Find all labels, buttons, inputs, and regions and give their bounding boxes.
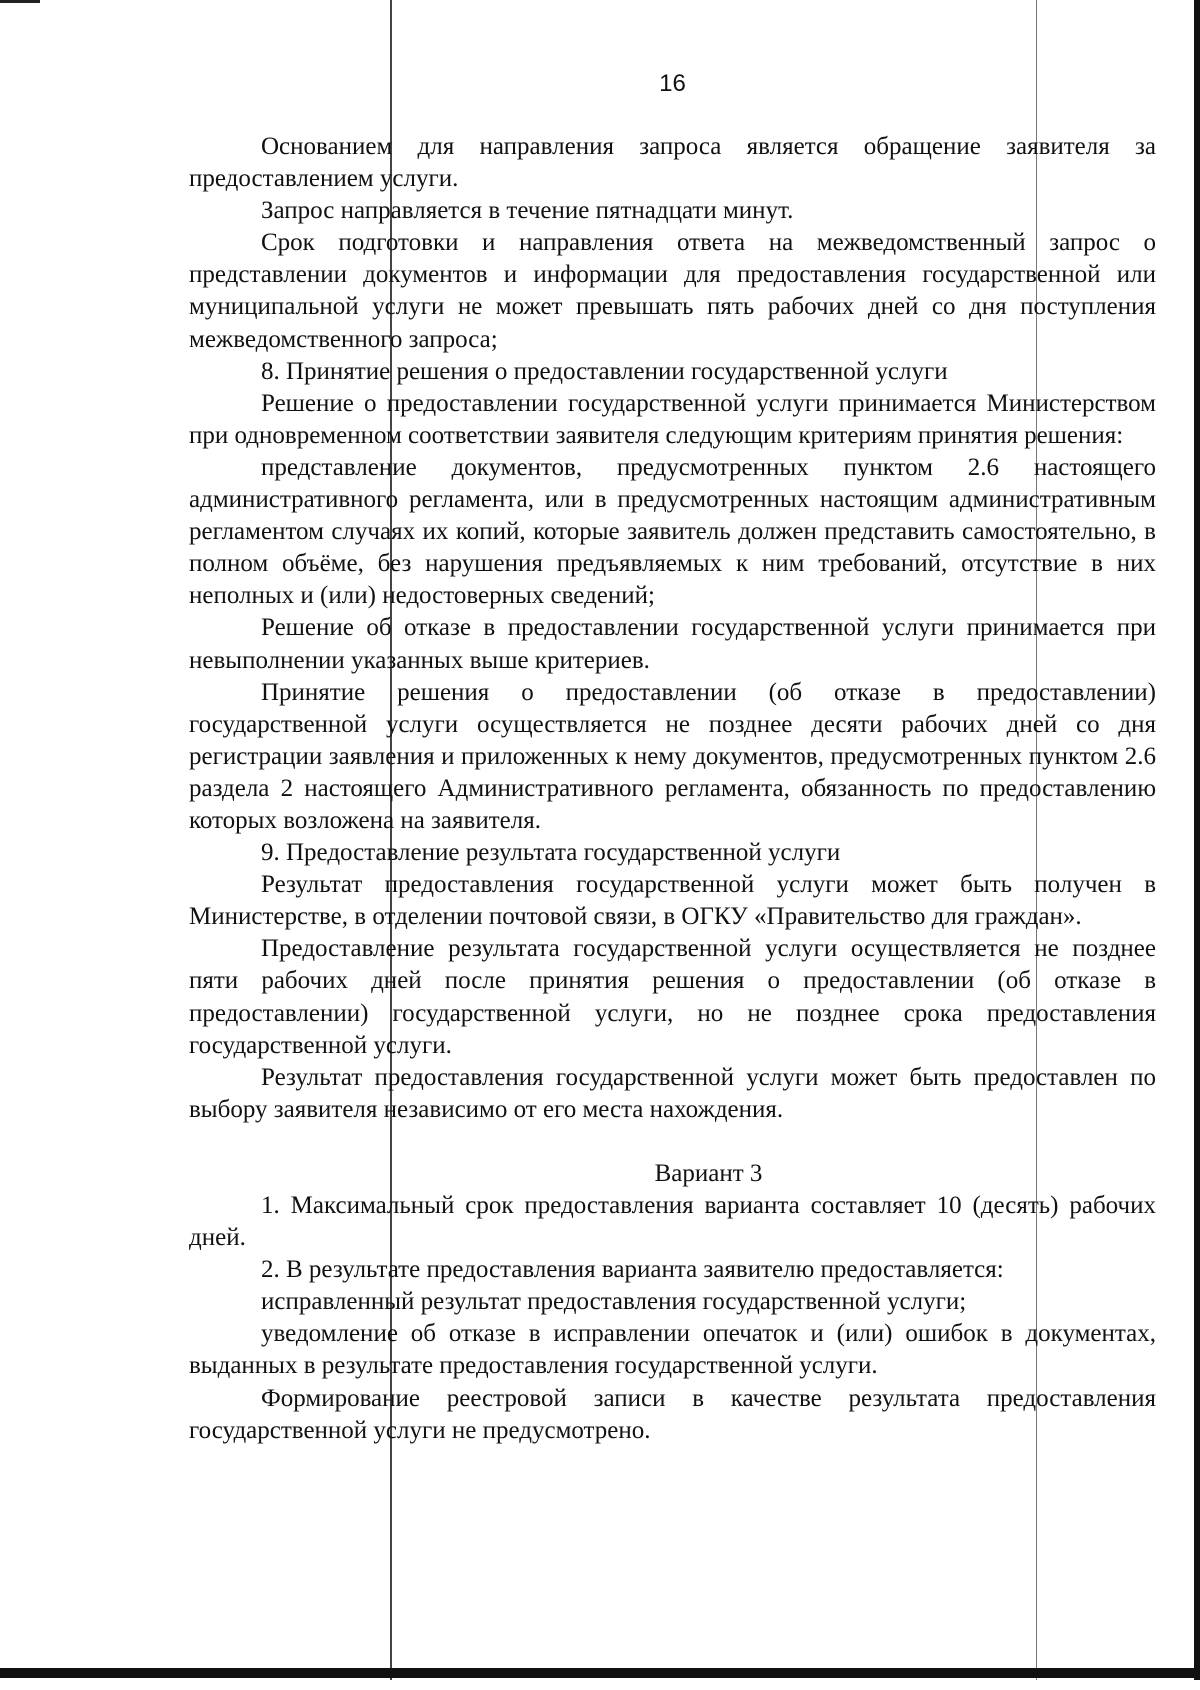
paragraph: представление документов, предусмотренных пунктом 2.6 настоящего административного регламента, или в предусмотренных настоящим административным регламентом случаях их копий, которые заявитель должен представить самостоятельно, в полном объёме, без нарушения предъявляемых к ним требований, отсутствие в них неполных и (или) недостоверных сведений; [189,453,1156,610]
paragraph: Запрос направляется в течение пятнадцати минут. [261,197,794,225]
paragraph: Решение о предоставлении государственной услуги принимается Министерством при одновременном соответствии заявителя следующим критериям принятия решения: [189,389,1156,449]
document-body [189,131,1156,1447]
section-heading: 8. Принятие решения о предоставлении государственной услуги [261,357,948,385]
paragraph: Основанием для направления запроса является обращение заявителя за предоставлением услуги. [189,133,1156,193]
scan-right-edge [1194,0,1200,1680]
paragraph: Предоставление результата государственной услуги осуществляется не позднее пяти рабочих дней после принятия решения о предоставлении (об отказе в предоставлении) государственной услуги, но не позднее срока предоставления государственной услуги. [189,935,1156,1059]
paragraph: Результат предоставления государственной услуги может быть предоставлен по выбору заявителя независимо от его места нахождения. [189,1063,1156,1123]
paragraph: уведомление об отказе в исправлении опечаток и (или) ошибок в документах, выданных в результате предоставления государственной услуги. [189,1320,1156,1380]
section-heading: 9. Предоставление результата государственной услуги [261,839,841,867]
variant-heading: Вариант 3 [654,1159,763,1187]
paragraph: Формирование реестровой записи в качестве результата предоставления государственной услуги не предусмотрено. [189,1384,1156,1444]
paragraph: Принятие решения о предоставлении (об отказе в предоставлении) государственной услуги осуществляется не позднее десяти рабочих дней со дня регистрации заявления и приложенных к нему документов, предусмотренных пунктом 2.6 раздела 2 настоящего Административного регламента, обязанность по предоставлению которых возложена на заявителя. [189,678,1156,834]
paragraph: 2. В результате предоставления варианта заявителю предоставляется: [261,1256,1004,1284]
paragraph: исправленный результат предоставления государственной услуги; [261,1288,967,1316]
paragraph: 1. Максимальный срок предоставления варианта составляет 10 (десять) рабочих дней. [189,1192,1156,1252]
paragraph: Результат предоставления государственной услуги может быть получен в Министерстве, в отделении почтовой связи, в ОГКУ «Правительство для граждан». [189,871,1156,931]
paragraph: Срок подготовки и направления ответа на межведомственный запрос о представлении документов и информации для предоставления государственной или муниципальной услуги не может превышать пять рабочих дней со дня поступления межведомственного запроса; [189,229,1156,353]
paragraph: Решение об отказе в предоставлении государственной услуги принимается при невыполнении указанных выше критериев. [189,614,1156,674]
scan-bottom-border [0,1668,1200,1678]
page-number: 16 [659,70,686,97]
scan-artifact-top-mark [0,0,40,3]
